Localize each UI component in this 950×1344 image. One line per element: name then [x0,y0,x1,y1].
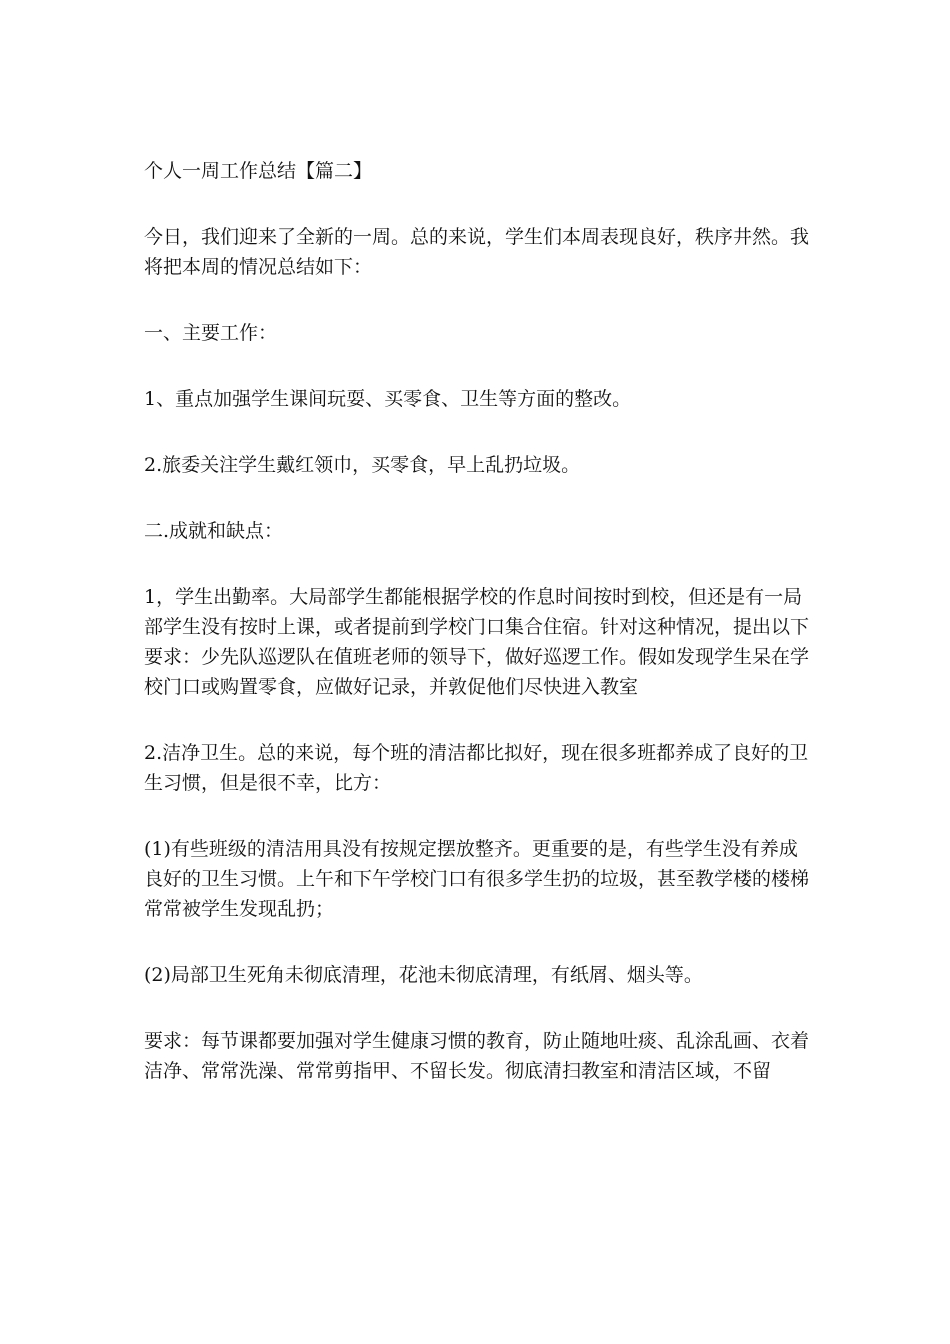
intro-paragraph: 今日，我们迎来了全新的一周。总的来说，学生们本周表现良好，秩序井然。我将把本周的情况总结如下： [144,226,810,278]
hygiene-paragraph: 2.洁净卫生。总的来说，每个班的清洁都比拟好，现在很多班都养成了良好的卫生习惯，但是很不幸，比方： [144,742,809,794]
list-item: 1、重点加强学生课间玩耍、买零食、卫生等方面的整改。 [144,388,632,410]
document-title: 个人一周工作总结【篇二】 [144,160,373,182]
list-item: (1)有些班级的清洁用具没有按规定摆放整齐。更重要的是，有些学生没有养成良好的卫生习惯。上午和下午学校门口有很多学生扔的垃圾，甚至教学楼的楼梯常常被学生发现乱扔； [144,838,810,920]
section-heading-achievements: 二.成就和缺点： [144,520,284,542]
list-item: (2)局部卫生死角未彻底清理，花池未彻底清理，有纸屑、烟头等。 [144,964,703,986]
attendance-paragraph: 1，学生出勤率。大局部学生都能根据学校的作息时间按时到校，但还是有一局部学生没有按时上课，或者提前到学校门口集合住宿。针对这种情况，提出以下要求：少先队巡逻队在值班老师的领导下，做好巡逻工作。假如发现学生呆在学校门口或购置零食，应做好记录，并敦促他们尽快进入教室 [144,586,810,698]
list-item: 2.旅委关注学生戴红领巾，买零食，早上乱扔垃圾。 [144,454,581,476]
document-body [144,156,814,1086]
section-heading-main-work: 一、主要工作： [144,322,278,344]
requirements-paragraph: 要求：每节课都要加强对学生健康习惯的教育，防止随地吐痰、乱涂乱画、衣着洁净、常常洗澡、常常剪指甲、不留长发。彻底清扫教室和清洁区域，不留 [144,1030,810,1082]
